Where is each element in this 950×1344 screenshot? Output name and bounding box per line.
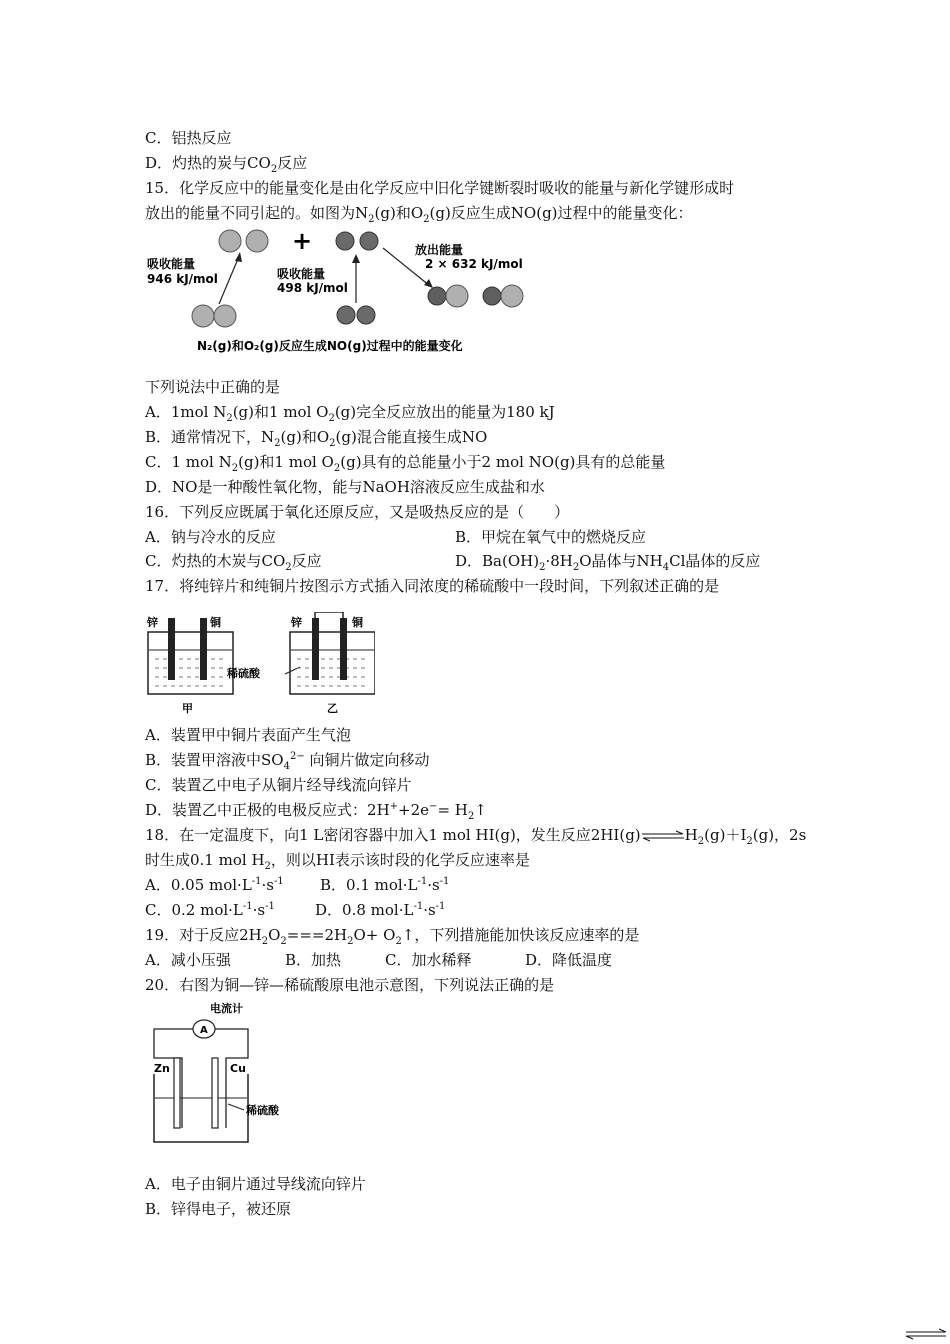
n2-molecule-right xyxy=(214,305,236,327)
absorb-label-1: 吸收能量 xyxy=(147,257,196,271)
option-b-15: B．通常情况下，$N_2(g)$和$O_2(g)$混合能直接生成NO xyxy=(145,428,488,449)
release-label: 放出能量 xyxy=(415,243,464,257)
option-c-19: C．加水稀释 xyxy=(385,951,472,969)
arrowhead-release xyxy=(424,279,433,288)
option-c-16: C．灼热的木炭与$CO_2$反应 xyxy=(145,552,322,573)
arrow-n2 xyxy=(219,254,240,304)
option-b-16: B．甲烷在氧气中的燃烧反应 xyxy=(455,528,647,546)
o2-molecule-left xyxy=(337,306,355,324)
o-atom-top-left xyxy=(336,232,354,250)
no-2-n xyxy=(501,285,523,307)
label-jia: 甲 xyxy=(182,702,193,715)
no-1-n xyxy=(446,285,468,307)
copper-plate-jia xyxy=(200,618,207,680)
ammeter-symbol: A xyxy=(200,1025,208,1036)
option-c-18: C．0.2 $mol\cdot L^{-1}\cdot s^{-1}$ xyxy=(145,901,275,919)
option-d-15: D．NO是一种酸性氧化物，能与NaOH溶液反应生成盐和水 xyxy=(145,478,545,496)
zinc-electrode xyxy=(174,1058,180,1128)
option-d-19: D．降低温度 xyxy=(525,951,613,969)
option-a-20: A．电子由铜片通过导线流向锌片 xyxy=(145,1175,366,1193)
zinc-plate-yi xyxy=(312,618,319,680)
figure-caption: N₂(g)和O₂(g)反应生成NO(g)过程中的能量变化 xyxy=(197,339,463,353)
ammeter-label: 电流计 xyxy=(210,1002,243,1015)
question-15-line-2: 放出的能量不同引起的。如图为$N_2(g)$和$O_2(g)$反应生成NO(g)过程中的能量变化： xyxy=(145,204,693,225)
option-a-19: A．减小压强 xyxy=(145,951,231,969)
equilibrium-arrow-icon-stray xyxy=(905,1328,947,1340)
question-18-line-1: 18．在一定温度下，向1 L密闭容器中加入1 mol HI(g)，发生反应2HI(g) $H_2(g)+I_2(g)$，2s xyxy=(145,826,807,847)
absorb-value-1: 946 kJ/mol xyxy=(147,272,218,286)
o2-molecule-right xyxy=(357,306,375,324)
option-a-16: A．钠与冷水的反应 xyxy=(145,528,276,546)
option-b-19: B．加热 xyxy=(285,951,342,969)
option-c-17: C．装置乙中电子从铜片经导线流向锌片 xyxy=(145,776,412,794)
wire-right xyxy=(215,1029,248,1128)
copper-electrode xyxy=(212,1058,218,1128)
arrowhead-n2 xyxy=(235,252,242,262)
copper-electrode-label: Cu xyxy=(230,1062,246,1075)
beaker-jia xyxy=(148,632,233,694)
acid-label-20: 稀硫酸 xyxy=(246,1104,279,1117)
label-yi: 乙 xyxy=(327,702,338,715)
o-atom-top-right xyxy=(360,232,378,250)
zinc-label-jia: 锌 xyxy=(147,616,158,629)
question-18-line-2: 时生成0.1 mol $H_2$，则以HI表示该时段的化学反应速率是 xyxy=(145,851,530,872)
question-15-line-1: 15．化学反应中的能量变化是由化学反应中旧化学键断裂时吸收的能量与新化学键形成时 xyxy=(145,179,735,197)
option-c-14: C．铝热反应 xyxy=(145,129,232,147)
copper-label-jia: 铜 xyxy=(210,616,221,629)
option-d-14: D．灼热的炭与$CO_2$反应 xyxy=(145,154,308,175)
galvanic-cell-figure xyxy=(148,1000,288,1148)
option-b-18: B．0.1 $mol\cdot L^{-1}\cdot s^{-1}$ xyxy=(320,876,450,894)
energy-change-figure xyxy=(145,226,535,360)
no-1-o xyxy=(428,287,446,305)
beaker xyxy=(154,1074,248,1142)
apparatus-jia xyxy=(146,615,233,715)
option-d-17: D．装置乙中正极的电极反应式：$2H^++2e^-= H_2↑$ xyxy=(145,801,487,822)
zinc-electrode-label: Zn xyxy=(154,1062,170,1075)
plus-sign: + xyxy=(292,227,313,255)
option-d-16: D．$Ba(OH)_2\cdot 8H_2O$晶体与$NH_4Cl$晶体的反应 xyxy=(455,552,761,573)
release-value: 2 × 632 kJ/mol xyxy=(425,257,523,271)
zinc-label-yi: 锌 xyxy=(291,616,302,629)
option-a-17: A．装置甲中铜片表面产生气泡 xyxy=(145,726,351,744)
arrowhead-o2 xyxy=(352,254,360,263)
question-20: 20．右图为铜—锌—稀硫酸原电池示意图，下列说法正确的是 xyxy=(145,976,555,994)
equilibrium-arrow-icon xyxy=(641,830,685,842)
no-2-o xyxy=(483,287,501,305)
copper-plate-yi xyxy=(340,618,347,680)
n-atom-top-left xyxy=(219,230,241,252)
n-atom-top-right xyxy=(246,230,268,252)
question-15-stem: 下列说法中正确的是 xyxy=(145,378,281,396)
zinc-copper-apparatus-figure xyxy=(145,612,375,716)
wire-yi xyxy=(315,612,343,618)
absorb-label-2: 吸收能量 xyxy=(277,267,326,281)
question-19: 19．对于反应$2H_2O_2===2H_2O+$ $O_2↑$，下列措施能加快该反应速率的是 xyxy=(145,926,640,947)
option-b-17: B．装置甲溶液中$SO_4^{2-}$ 向铜片做定向移动 xyxy=(145,751,430,772)
question-17: 17．将纯锌片和纯铜片按图示方式插入同浓度的稀硫酸中一段时间，下列叙述正确的是 xyxy=(145,577,720,595)
option-d-18: D．0.8 $mol\cdot L^{-1}\cdot s^{-1}$ xyxy=(315,901,446,919)
zinc-plate-jia xyxy=(168,618,175,680)
copper-label-yi: 铜 xyxy=(352,616,363,629)
apparatus-yi xyxy=(290,612,375,715)
acid-pointer-20 xyxy=(228,1104,244,1110)
acid-label: 稀硫酸 xyxy=(227,667,260,680)
option-c-15: C．1 mol $N_2(g)$和1 mol $O_2(g)$具有的总能量小于2 mol NO(g)具有的总能量 xyxy=(145,453,666,474)
beaker-yi xyxy=(290,632,375,694)
option-a-15: A．1mol $N_2(g)$和1 mol $O_2(g)$完全反应放出的能量为180 kJ xyxy=(145,403,555,424)
question-16: 16．下列反应既属于氧化还原反应，又是吸热反应的是（ ） xyxy=(145,503,570,521)
n2-molecule-left xyxy=(192,305,214,327)
absorb-value-2: 498 kJ/mol xyxy=(277,281,348,295)
option-b-20: B．锌得电子，被还原 xyxy=(145,1200,292,1218)
option-a-18: A．0.05 $mol\cdot L^{-1}\cdot s^{-1}$ xyxy=(145,876,284,894)
